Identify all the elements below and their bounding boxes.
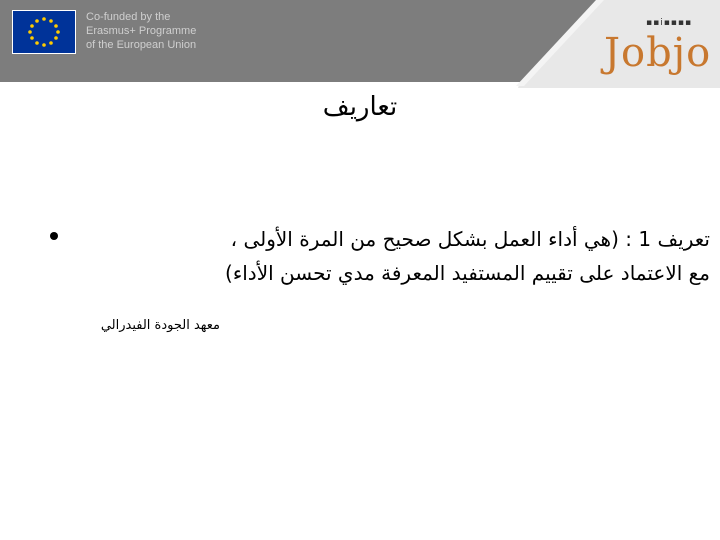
eu-caption-line: of the European Union xyxy=(86,39,197,51)
eu-caption-line: Co-funded by the xyxy=(86,11,171,23)
definition-line: مع الاعتماد على تقييم المستفيد المعرفة مدي تحسن الأداء) xyxy=(225,261,710,285)
slide-title: تعاريف xyxy=(322,92,398,122)
bullet-icon xyxy=(50,232,58,240)
logo-wordmark: Jobjo xyxy=(604,30,712,76)
slide-header xyxy=(0,0,720,88)
logo-dots: ▪▪i▪▪▪▪ xyxy=(646,18,693,28)
definition-bullet xyxy=(70,222,710,290)
jobjo-logo xyxy=(596,12,712,82)
eu-funding-caption xyxy=(86,10,236,52)
eu-flag-icon xyxy=(12,10,76,54)
eu-caption-line: Erasmus+ Programme xyxy=(86,25,197,37)
source-citation: معهد الجودة الفيدرالي xyxy=(100,318,220,333)
definition-line: تعريف 1 : (هي أداء العمل بشكل صحيح من المرة الأولى ، xyxy=(230,227,710,251)
